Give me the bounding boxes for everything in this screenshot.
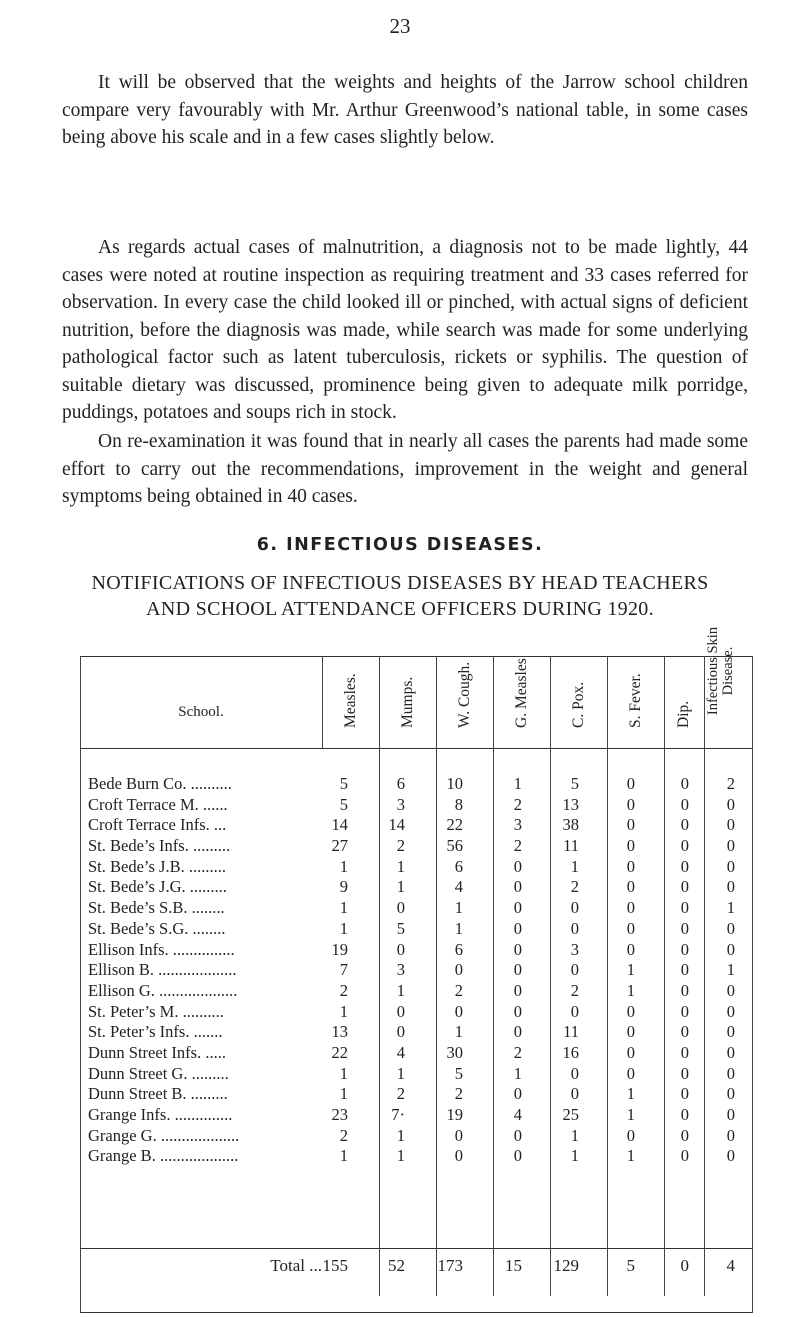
cell-value: 1 — [726, 898, 735, 918]
cell-value: 0 — [726, 1146, 735, 1166]
cell-value: 1 — [396, 1063, 405, 1083]
table-row — [80, 774, 753, 795]
cell-value: 0 — [626, 877, 635, 897]
cell-value: 2 — [339, 980, 348, 1000]
table-row — [80, 1105, 753, 1126]
cell-value: 1 — [454, 898, 463, 918]
cell-value: 2 — [339, 1125, 348, 1145]
notifications-table — [80, 626, 753, 1314]
cell-value: 5 — [339, 774, 348, 793]
cell-value: 1 — [339, 1063, 348, 1083]
school-name: Dunn Street Infs. ..... — [88, 1042, 226, 1062]
table-row — [80, 836, 753, 857]
cell-value: 0 — [680, 774, 689, 793]
cell-value: 0 — [680, 836, 689, 856]
school-name: Grange Infs. .............. — [88, 1105, 233, 1124]
table-row — [80, 1146, 753, 1167]
cell-value: 2 — [396, 836, 405, 856]
cell-value: 4 — [454, 877, 463, 897]
cell-value: 1 — [570, 856, 579, 876]
total-value: 5 — [626, 1256, 635, 1275]
school-name: Croft Terrace Infs. ... — [88, 815, 227, 835]
cell-value: 16 — [562, 1042, 579, 1062]
table-row — [80, 960, 753, 981]
table-body — [80, 774, 753, 1167]
cell-value: 0 — [726, 980, 735, 1000]
cell-value: 2 — [513, 836, 522, 856]
total-row — [80, 1253, 753, 1279]
cell-value: 22 — [446, 815, 463, 835]
cell-value: 0 — [626, 794, 635, 814]
cell-value: 8 — [454, 794, 463, 814]
cell-value: 0 — [726, 836, 735, 856]
cell-value: 0 — [396, 939, 405, 959]
cell-value: 2 — [570, 980, 579, 1000]
cell-value: 0 — [726, 856, 735, 876]
cell-value: 14 — [331, 815, 348, 835]
table-row — [80, 919, 753, 940]
cell-value: 1 — [513, 1063, 522, 1083]
total-value: 0 — [680, 1256, 689, 1275]
cell-value: 3 — [513, 815, 522, 835]
cell-value: 0 — [513, 877, 522, 897]
cell-value: 0 — [570, 960, 579, 980]
cell-value: 1 — [339, 898, 348, 918]
school-name: St. Bede’s S.G. ........ — [88, 918, 226, 938]
school-name: Dunn Street B. ......... — [88, 1084, 228, 1104]
cell-value: 23 — [331, 1105, 348, 1124]
cell-value: 0 — [680, 1105, 689, 1124]
cell-value: 2 — [513, 1042, 522, 1062]
cell-value: 0 — [726, 939, 735, 959]
cell-value: 0 — [626, 939, 635, 959]
cell-value: 0 — [570, 1001, 579, 1021]
table-row — [80, 898, 753, 919]
cell-value: 1 — [626, 1146, 635, 1166]
cell-value: 1 — [396, 1146, 405, 1166]
cell-value: 0 — [513, 1084, 522, 1104]
cell-value: 3 — [396, 960, 405, 980]
school-name: St. Bede’s J.B. ......... — [88, 856, 226, 876]
cell-value: 0 — [513, 1146, 522, 1166]
school-name: Dunn Street G. ......... — [88, 1063, 229, 1083]
cell-value: 0 — [626, 918, 635, 938]
cell-value: 0 — [726, 794, 735, 814]
cell-value: 0 — [680, 898, 689, 918]
total-value: 173 — [437, 1256, 463, 1275]
cell-value: 5 — [570, 774, 579, 793]
table-row — [80, 857, 753, 878]
table-row — [80, 981, 753, 1002]
cell-value: 0 — [680, 794, 689, 814]
cell-value: 0 — [570, 918, 579, 938]
cell-value: 0 — [680, 1084, 689, 1104]
cell-value: 4 — [513, 1105, 522, 1124]
cell-value: 0 — [726, 1063, 735, 1083]
section-heading: 6. INFECTIOUS DISEASES. — [256, 535, 544, 555]
cell-value: 0 — [626, 836, 635, 856]
school-name: Bede Burn Co. .......... — [88, 774, 232, 793]
table-row — [80, 940, 753, 961]
cell-value: 0 — [726, 815, 735, 835]
cell-value: 0 — [513, 1022, 522, 1042]
cell-value: 19 — [446, 1105, 463, 1124]
cell-value: 0 — [513, 960, 522, 980]
cell-value: 0 — [626, 815, 635, 835]
cell-value: 0 — [726, 1042, 735, 1062]
total-value: 15 — [505, 1256, 522, 1275]
cell-value: 1 — [339, 1001, 348, 1021]
cell-value: 0 — [454, 960, 463, 980]
header-label: G. Measles — [512, 658, 530, 728]
cell-value: 14 — [388, 815, 405, 835]
cell-value: 0 — [513, 1001, 522, 1021]
cell-value: 0 — [396, 898, 405, 918]
total-value: 4 — [726, 1256, 735, 1275]
cell-value: 1 — [396, 877, 405, 897]
cell-value: 1 — [339, 1084, 348, 1104]
table-row — [80, 1126, 753, 1147]
cell-value: 0 — [680, 980, 689, 1000]
cell-value: 0 — [396, 1001, 405, 1021]
cell-value: 25 — [562, 1105, 579, 1124]
header-infectious-skin-disease — [704, 626, 752, 748]
header-diphtheria — [664, 656, 704, 748]
cell-value: 1 — [339, 918, 348, 938]
header-label: Measles. — [341, 673, 359, 728]
cell-value: 0 — [626, 1063, 635, 1083]
cell-value: 0 — [513, 918, 522, 938]
cell-value: 1 — [454, 1022, 463, 1042]
page-number: 23 — [389, 14, 411, 38]
cell-value: 1 — [513, 774, 522, 793]
cell-value: 2 — [570, 877, 579, 897]
school-name: St. Bede’s J.G. ......... — [88, 877, 227, 897]
cell-value: 1 — [570, 1146, 579, 1166]
cell-value: 38 — [562, 815, 579, 835]
cell-value: 0 — [626, 898, 635, 918]
cell-value: 19 — [331, 939, 348, 959]
cell-value: 6 — [454, 856, 463, 876]
table-row — [80, 1022, 753, 1043]
cell-value: 11 — [563, 836, 579, 856]
total-label: Total ... — [270, 1256, 322, 1275]
table-row — [80, 1043, 753, 1064]
cell-value: 1 — [339, 856, 348, 876]
header-whooping-cough — [436, 656, 493, 748]
school-name: St. Peter’s M. .......... — [88, 1001, 224, 1021]
cell-value: 1 — [626, 980, 635, 1000]
cell-value: 1 — [626, 960, 635, 980]
cell-value: 0 — [680, 1022, 689, 1042]
cell-value: 0 — [626, 1125, 635, 1145]
cell-value: 22 — [331, 1042, 348, 1062]
cell-value: 0 — [626, 1022, 635, 1042]
table-title: NOTIFICATIONS OF INFECTIOUS DISEASES BY HEAD TEACHERS AND SCHOOL ATTENDANCE OFFICERS DURING 1920. — [91, 572, 709, 620]
cell-value: 0 — [680, 1001, 689, 1021]
school-name: St. Bede’s S.B. ........ — [88, 898, 225, 918]
cell-value: 0 — [726, 1084, 735, 1104]
table-row — [80, 1084, 753, 1105]
cell-value: 0 — [680, 815, 689, 835]
cell-value: 4 — [396, 1042, 405, 1062]
cell-value: 5 — [454, 1063, 463, 1083]
cell-value: 0 — [680, 1063, 689, 1083]
total-value: 129 — [553, 1256, 579, 1275]
header-label: C. Pox. — [569, 681, 587, 728]
paragraph-reexamination: On re-examination it was found that in nearly all cases the parents had made some effort to carry out the recommendations, improvement in the weight and general symptoms being obtained in 40 cases. — [62, 431, 748, 507]
table-row — [80, 1064, 753, 1085]
cell-value: 0 — [680, 1146, 689, 1166]
cell-value: 0 — [570, 1084, 579, 1104]
cell-value: 1 — [626, 1105, 635, 1124]
cell-value: 0 — [570, 898, 579, 918]
paragraph-malnutrition: As regards actual cases of malnutrition, a diagnosis not to be made lightly, 44 cases were noted at routine inspection as requiring treatment and 33 cases referred for observation. In every case the child looked ill or pinched, with actual signs of deficient nutrition, before the diagnosis was made, while search was made for some underlying pathological factor such as latent tuberculosis, rickets or syphilis. The question of suitable dietary was discussed, prominence being given to adequate milk porridge, puddings, potatoes and soups rich in stock. — [62, 237, 748, 423]
cell-value: 3 — [570, 939, 579, 959]
cell-value: 0 — [726, 877, 735, 897]
cell-value: 10 — [446, 774, 463, 793]
cell-value: 0 — [626, 1042, 635, 1062]
header-label: W. Cough. — [455, 661, 473, 728]
school-name: Ellison B. ................... — [88, 960, 237, 980]
header-measles — [322, 656, 379, 748]
header-label: Dip. — [675, 700, 692, 728]
cell-value: 0 — [726, 918, 735, 938]
cell-value: 0 — [513, 980, 522, 1000]
cell-value: 0 — [513, 856, 522, 876]
table-row — [80, 815, 753, 836]
header-mumps — [379, 656, 436, 748]
cell-value: 11 — [563, 1022, 579, 1042]
cell-value: 5 — [339, 794, 348, 814]
cell-value: 0 — [626, 856, 635, 876]
cell-value: 1 — [396, 980, 405, 1000]
cell-value: 1 — [626, 1084, 635, 1104]
paragraph-weights: It will be observed that the weights and heights of the Jarrow school children compare very favourably with Mr. Arthur Greenwood’s national table, in some cases being above his scale and in a few cases slightly below. — [62, 72, 748, 148]
table-header-rule — [80, 748, 753, 749]
table-row — [80, 795, 753, 816]
header-chicken-pox — [550, 656, 607, 748]
cell-value: 2 — [726, 774, 735, 793]
cell-value: 0 — [726, 1125, 735, 1145]
cell-value: 0 — [454, 1146, 463, 1166]
header-label: S. Fever. — [626, 673, 644, 728]
cell-value: 0 — [726, 1105, 735, 1124]
school-name: Ellison G. ................... — [88, 980, 238, 1000]
header-scarlet-fever — [607, 656, 664, 748]
school-name: Grange B. ................... — [88, 1146, 239, 1166]
cell-value: 7 — [339, 960, 348, 980]
cell-value: 0 — [680, 918, 689, 938]
cell-value: 7· — [391, 1105, 405, 1124]
total-value: 52 — [388, 1256, 405, 1275]
cell-value: 2 — [396, 1084, 405, 1104]
cell-value: 0 — [680, 877, 689, 897]
table-row — [80, 1002, 753, 1023]
cell-value: 0 — [680, 1042, 689, 1062]
cell-value: 2 — [513, 794, 522, 814]
cell-value: 1 — [396, 1125, 405, 1145]
cell-value: 0 — [396, 1022, 405, 1042]
school-name: St. Peter’s Infs. ....... — [88, 1022, 223, 1042]
table-bottom-rule — [80, 1312, 753, 1313]
cell-value: 0 — [626, 1001, 635, 1021]
table-total-rule — [80, 1248, 753, 1249]
cell-value: 0 — [726, 1001, 735, 1021]
cell-value: 0 — [513, 939, 522, 959]
cell-value: 3 — [396, 794, 405, 814]
cell-value: 0 — [626, 774, 635, 793]
cell-value: 5 — [396, 918, 405, 938]
cell-value: 0 — [570, 1063, 579, 1083]
cell-value: 6 — [396, 774, 405, 793]
cell-value: 0 — [680, 939, 689, 959]
total-value: 155 — [322, 1256, 348, 1275]
cell-value: 0 — [454, 1001, 463, 1021]
cell-value: 1 — [570, 1125, 579, 1145]
cell-value: 0 — [454, 1125, 463, 1145]
header-german-measles — [493, 656, 550, 748]
cell-value: 1 — [726, 960, 735, 980]
cell-value: 9 — [339, 877, 348, 897]
cell-value: 2 — [454, 980, 463, 1000]
cell-value: 27 — [331, 836, 348, 856]
cell-value: 13 — [562, 794, 579, 814]
table-row — [80, 877, 753, 898]
cell-value: 30 — [446, 1042, 463, 1062]
header-school: School. — [178, 704, 224, 720]
cell-value: 6 — [454, 939, 463, 959]
school-name: Croft Terrace M. ...... — [88, 794, 228, 814]
school-name: St. Bede’s Infs. ......... — [88, 836, 231, 856]
school-name: Grange G. ................... — [88, 1125, 240, 1145]
cell-value: 0 — [513, 1125, 522, 1145]
cell-value: 0 — [680, 960, 689, 980]
cell-value: 1 — [339, 1146, 348, 1166]
header-label: Mumps. — [398, 676, 416, 728]
cell-value: 1 — [396, 856, 405, 876]
header-label: Infectious Skin Disease. — [705, 626, 736, 716]
cell-value: 1 — [454, 918, 463, 938]
cell-value: 0 — [680, 1125, 689, 1145]
cell-value: 56 — [446, 836, 463, 856]
cell-value: 2 — [454, 1084, 463, 1104]
cell-value: 13 — [331, 1022, 348, 1042]
cell-value: 0 — [680, 856, 689, 876]
school-name: Ellison Infs. ............... — [88, 939, 235, 959]
cell-value: 0 — [513, 898, 522, 918]
cell-value: 0 — [726, 1022, 735, 1042]
